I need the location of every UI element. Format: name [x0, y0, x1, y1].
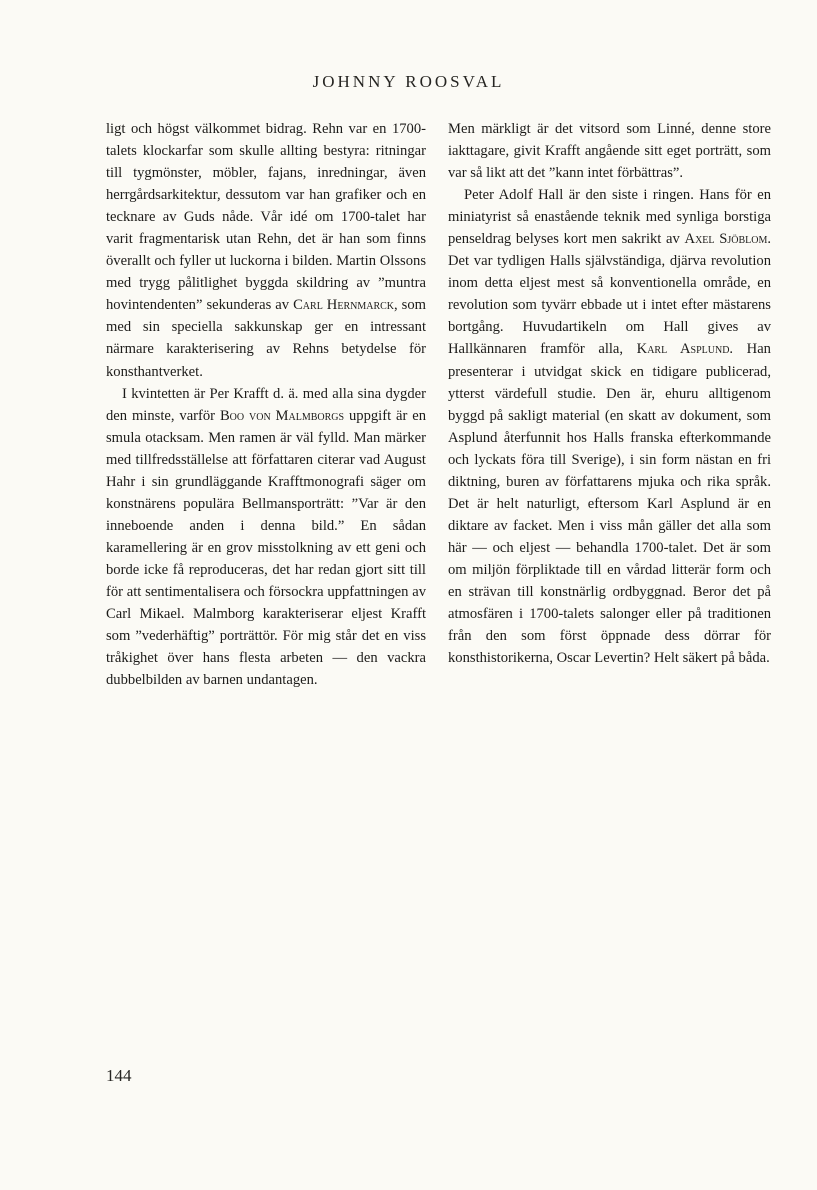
- left-paragraph-2: [106, 383, 426, 692]
- author-name-carl-hernmarck: Carl Hernmarck: [293, 297, 395, 314]
- author-name-karl-asplund: Karl Asplund: [636, 341, 730, 358]
- running-head: JOHNNY ROOSVAL: [312, 72, 505, 91]
- left-paragraph-1: [106, 118, 426, 383]
- right-paragraph-1: Men märkligt är det vitsord som Linné, denne store iakttagare, givit Krafft angående sitt eget porträtt, som var så likt att det ”kann intet förbättras”.: [448, 121, 771, 182]
- author-name-axel-sjoblom: Axel Sjöblom: [684, 231, 768, 248]
- left-p1-text-b: , som med sin speciella sakkunskap ger en intressant närmare karakterisering av Rehns betydelse för konsthantverket.: [106, 297, 426, 380]
- right-paragraph-2: [448, 184, 771, 669]
- left-p2-text-a: I kvintetten är Per Krafft d. ä. med alla sina dygder den minste, varför: [106, 385, 426, 424]
- right-p2-text-c: . Han presenterar i utvidgat skick en tidigare publicerad, ytterst värdefull studie. Den är, ehuru alltigenom byggd på sakligt material (en skatt av dokument, som Asplund återfunnit hos Halls franska efterkommande och lyckats föra till Sverige), i sin form nästan en fri diktning, buren av författarens mjuka och rika språk. Det är helt naturligt, eftersom Karl Asplund är en diktare av facket. Men i viss mån gäller det alla som här — och eljest — behandla 1700-talet. Det är som om miljön förpliktade till en vårdad litterär form och en strävan till konstnärlig ordbyggnad. Beror det på atmosfären i 1700-talets salonger eller på traditionen från den som först öppnade dess dörrar för konsthistorikerna, Oscar Levertin? Helt säkert på båda.: [448, 341, 771, 667]
- left-p1-text-a: ligt och högst välkommet bidrag. Rehn var en 1700-talets klockarfar som skulle allting bestyra: ritningar till tygmönster, möbler, fajans, inredningar, även herrgårdsarkitektur, dessutom var han grafiker och en tecknare av Guds nåde. Vår idé om 1700-talet har varit fragmentarisk utan Rehn, det är han som finns överallt och fyller ut luckorna i bilden. Martin Olssons med trygg pålitlighet byggda skildring av ”muntra hovintendenten” sekunderas av: [106, 121, 426, 314]
- right-column: [448, 118, 771, 669]
- right-p2-text-b: . Det var tydligen Halls självständiga, djärva revolution inom detta eljest mest så konventionella område, en revolution som tyvärr ebbade ut i intet efter mästarens bortgång. Huvudartikeln om Hall gives av Hallkännaren framför alla,: [448, 231, 771, 358]
- left-column: [106, 118, 426, 691]
- left-p2-text-b: uppgift är en smula otacksam. Men ramen är väl fylld. Man märker med tillfredsställelse att författaren citerar vad August Hahr i sin grundläggande Krafftmonografi säger om konstnärens populära Bellmansporträtt: ”Var är den inneboende anden i denna bild.” En sådan karamellering är en grov misstolkning av ett geni och borde icke få reproduceras, det har redan gjort sitt till för att sentimentalisera och försockra uppfattningen av Carl Mikael. Malmborg karakteriserar eljest Krafft som ”vederhäftig” porträttör. För mig står det en viss tråkighet över hans flesta arbeten — den vackra dubbelbilden av barnen undantagen.: [106, 407, 427, 689]
- page-number: 144: [106, 1066, 132, 1085]
- author-name-boo-von-malmborg: Boo von Malmborgs: [219, 407, 345, 424]
- right-p2-text-a: Peter Adolf Hall är den siste i ringen. Hans för en miniatyrist så enastående teknik med synliga borstiga penseldrag belyses kort men sakrikt av: [448, 187, 771, 248]
